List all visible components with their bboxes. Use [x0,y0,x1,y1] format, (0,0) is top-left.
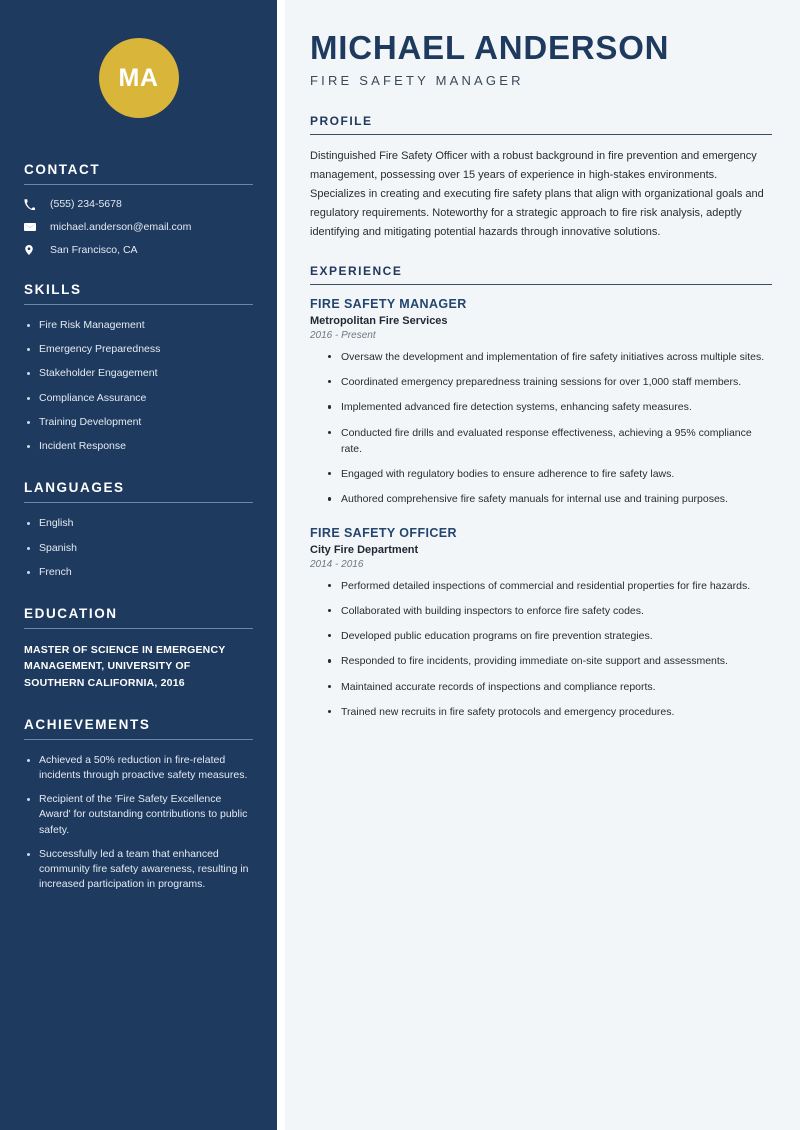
experience-bullets [310,349,772,508]
contact-item-email[interactable] [24,221,253,233]
languages-heading: LANGUAGES [24,480,125,496]
list-item: Spanish [24,541,253,556]
sidebar-section-achievements [24,717,253,893]
list-item: Oversaw the development and implementation of fire safety initiatives across multiple sites. [328,349,772,365]
skills-heading: SKILLS [24,282,82,297]
list-item: Training Development [24,415,253,430]
experience-dates: 2014 - 2016 [310,558,364,570]
contact-divider [24,184,253,185]
list-item: Implemented advanced fire detection systems, enhancing safety measures. [328,399,772,415]
list-item: Collaborated with building inspectors to enforce fire safety codes. [328,603,772,619]
section-experience [310,264,772,720]
experience-entry [310,526,772,721]
page-title: MICHAEL ANDERSON [310,29,670,66]
achievements-list [24,753,253,893]
list-item: Achieved a 50% reduction in fire-related incidents through proactive safety measures. [24,753,253,783]
avatar: MA [99,38,179,118]
sidebar-section-contact [24,162,253,256]
list-item: Developed public education programs on fire prevention strategies. [328,628,772,644]
skills-list [24,318,253,454]
list-item: Emergency Preparedness [24,342,253,357]
list-item: Recipient of the 'Fire Safety Excellence Award' for outstanding contributions to public safety. [24,792,253,838]
experience-divider [310,284,772,285]
sidebar-section-languages [24,480,253,580]
experience-bullets [310,578,772,721]
main-content [285,0,800,1130]
experience-entry [310,297,772,508]
experience-role: FIRE SAFETY MANAGER [310,296,467,311]
list-item: Conducted fire drills and evaluated response effectiveness, achieving a 95% compliance rate. [328,425,772,458]
list-item: Fire Risk Management [24,318,253,333]
achievements-divider [24,739,253,740]
envelope-icon [24,221,42,233]
languages-divider [24,502,253,503]
contact-phone-value: (555) 234-5678 [50,198,122,210]
experience-dates: 2016 - Present [310,329,376,341]
contact-item-location[interactable] [24,244,253,256]
profile-heading: PROFILE [310,114,373,129]
list-item: French [24,565,253,580]
list-item: English [24,516,253,531]
contact-location-value: San Francisco, CA [50,244,138,256]
column-divider [277,0,285,1130]
experience-role: FIRE SAFETY OFFICER [310,525,457,540]
profile-text: Distinguished Fire Safety Officer with a robust background in fire prevention and emergency management, possessing over 15 years of experience in high-stakes environments. Specializes in creating and executing fire safety plans that align with organizational goals and regulatory requirements. Noteworthy for a strategic approach to fire risk analysis, adeptly identifying and mitigating potential hazards through innovative solutions. [310,150,764,238]
location-pin-icon [24,244,42,256]
experience-company: City Fire Department [310,543,419,556]
profile-divider [310,134,772,135]
sidebar-section-skills [24,282,253,454]
contact-email-value: michael.anderson@email.com [50,221,192,233]
contact-heading: CONTACT [24,162,101,177]
list-item: Trained new recruits in fire safety protocols and emergency procedures. [328,704,772,720]
section-profile [310,114,772,242]
list-item: Compliance Assurance [24,391,253,406]
experience-company: Metropolitan Fire Services [310,314,448,327]
headline-job-title: FIRE SAFETY MANAGER [310,73,524,89]
education-divider [24,628,253,629]
list-item: Performed detailed inspections of commercial and residential properties for fire hazards. [328,578,772,594]
list-item: Responded to fire incidents, providing immediate on-site support and assessments. [328,653,772,669]
list-item: Maintained accurate records of inspections and compliance reports. [328,679,772,695]
list-item: Coordinated emergency preparedness training sessions for over 1,000 staff members. [328,374,772,390]
list-item: Stakeholder Engagement [24,366,253,381]
list-item: Successfully led a team that enhanced community fire safety awareness, resulting in increased participation in programs. [24,847,253,893]
contact-item-phone[interactable] [24,198,253,210]
list-item: Engaged with regulatory bodies to ensure adherence to fire safety laws. [328,466,772,482]
education-entry: MASTER OF SCIENCE IN EMERGENCY MANAGEMENT, UNIVERSITY OF SOUTHERN CALIFORNIA, 2016 [24,643,226,689]
sidebar [0,0,277,1130]
phone-icon [24,199,42,210]
list-item: Authored comprehensive fire safety manuals for internal use and training purposes. [328,491,772,507]
languages-list [24,516,253,580]
skills-divider [24,304,253,305]
experience-heading: EXPERIENCE [310,263,403,278]
achievements-heading: ACHIEVEMENTS [24,716,151,732]
list-item: Incident Response [24,439,253,454]
sidebar-section-education [24,606,253,691]
education-heading: EDUCATION [24,605,118,621]
avatar-wrap [24,0,253,162]
